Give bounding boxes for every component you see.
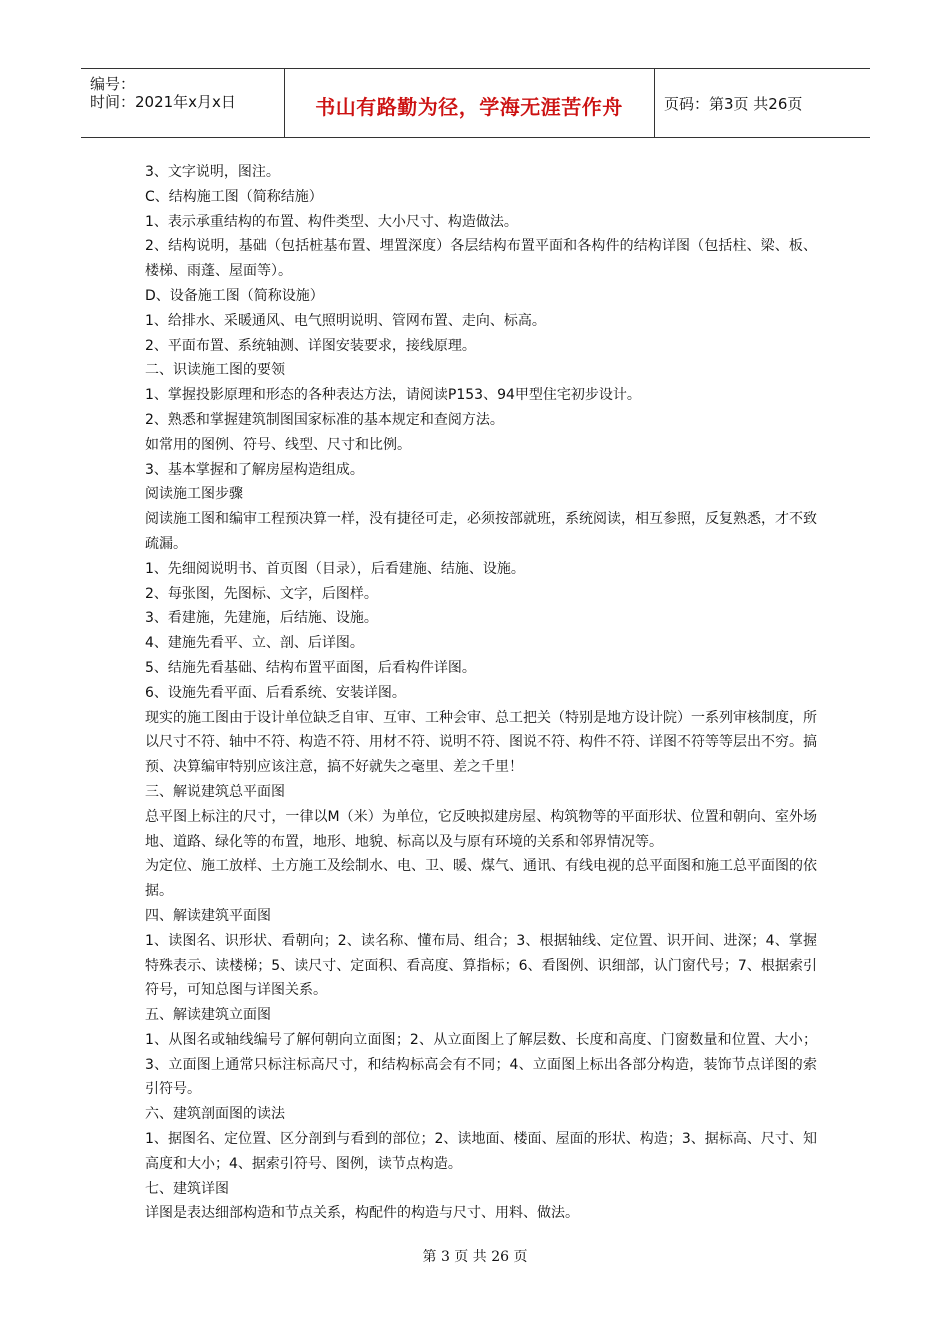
paragraph: 为定位、施工放样、土方施工及绘制水、电、卫、暖、煤气、通讯、有线电视的总平面图和施工总平面图的依据。 [145,858,817,900]
header-info-cell [81,69,285,137]
section-heading: 六、建筑剖面图的读法 [145,1106,285,1123]
section-heading: 阅读施工图步骤 [145,486,243,503]
document-date-label: 时间：2021年x月x日 [90,93,236,111]
paragraph: 现实的施工图由于设计单位缺乏自审、互审、工种会审、总工把关（特别是地方设计院）一系列审核制度，所以尺寸不符、轴中不符、构造不符、用材不符、说明不符、图说不符、构件不符、详图不符等等层出不穷。搞预、决算编审特别应该注意，搞不好就失之毫里、差之千里！ [145,709,817,776]
section-heading: 二、识读施工图的要领 [145,362,285,379]
paragraph: 6、设施先看平面、后看系统、安装详图。 [145,684,406,701]
document-number-label: 编号： [90,75,136,93]
section-heading: 五、解读建筑立面图 [145,1007,271,1024]
paragraph: 2、平面布置、系统轴测、详图安装要求，接线原理。 [145,337,476,354]
section-heading: C、结构施工图（简称结施） [145,188,323,205]
paragraph: 5、结施先看基础、结构布置平面图，后看构件详图。 [145,659,476,676]
paragraph: 如常用的图例、符号、线型、尺寸和比例。 [145,436,411,453]
section-heading: D、设备施工图（简称设施） [145,287,324,304]
header-motto-cell [284,69,655,137]
paragraph: 3、看建施，先建施，后结施、设施。 [145,610,378,627]
paragraph: 3、基本掌握和了解房屋构造组成。 [145,461,364,478]
document-body [145,160,817,1226]
header-page-info: 页码：第3页 共26页 [664,95,803,113]
paragraph: 1、表示承重结构的布置、构件类型、大小尺寸、构造做法。 [145,213,518,230]
page-footer: 第 3 页 共 26 页 [422,1249,528,1265]
page-header [81,68,870,138]
paragraph: 2、熟悉和掌握建筑制图国家标准的基本规定和查阅方法。 [145,411,504,428]
paragraph: 详图是表达细部构造和节点关系，构配件的构造与尺寸、用料、做法。 [145,1205,579,1222]
paragraph: 1、据图名、定位置、区分剖到与看到的部位；2、读地面、楼面、屋面的形状、构造；3、据标高、尺寸、知高度和大小；4、据索引符号、图例，读节点构造。 [145,1131,817,1172]
paragraph: 1、给排水、采暖通风、电气照明说明、管网布置、走向、标高。 [145,312,546,329]
paragraph: 3、文字说明，图注。 [145,164,280,180]
section-heading: 三、解说建筑总平面图 [145,783,285,800]
paragraph: 阅读施工图和编审工程预决算一样，没有捷径可走，必须按部就班，系统阅读，相互参照，反复熟悉，才不致疏漏。 [145,511,817,552]
paragraph: 总平图上标注的尺寸，一律以M（米）为单位，它反映拟建房屋、构筑物等的平面形状、位置和朝向、室外场地、道路、绿化等的布置，地形、地貌、标高以及与原有环境的关系和邻界情况等。 [145,808,817,850]
section-heading: 七、建筑详图 [145,1180,229,1197]
header-page-cell [654,69,870,137]
header-motto: 书山有路勤为径，学海无涯苦作舟 [315,95,623,119]
paragraph: 1、从图名或轴线编号了解何朝向立面图；2、从立面图上了解层数、长度和高度、门窗数量和位置、大小；3、立面图上通常只标注标高尺寸，和结构标高会有不同；4、立面图上标出各部分构造，装饰节点详图的索引符号。 [145,1031,817,1098]
paragraph: 1、读图名、识形状、看朝向；2、读名称、懂布局、组合；3、根据轴线、定位置、识开间、进深；4、掌握特殊表示、读楼梯；5、读尺寸、定面积、看高度、算指标；6、看图例、识细部，认门窗代号；7、根据索引符号，可知总图与详图关系。 [145,932,817,999]
paragraph: 4、建施先看平、立、剖、后详图。 [145,635,364,652]
paragraph: 1、掌握投影原理和形态的各种表达方法，请阅读P153、94甲型住宅初步设计。 [145,387,641,404]
paragraph: 1、先细阅说明书、首页图（目录），后看建施、结施、设施。 [145,560,525,577]
section-heading: 四、解读建筑平面图 [145,907,271,924]
paragraph: 2、每张图，先图标、文字，后图样。 [145,585,378,602]
paragraph: 2、结构说明，基础（包括桩基布置、埋置深度）各层结构布置平面和各构件的结构详图（包括柱、梁、板、楼梯、雨蓬、屋面等）。 [145,238,817,280]
